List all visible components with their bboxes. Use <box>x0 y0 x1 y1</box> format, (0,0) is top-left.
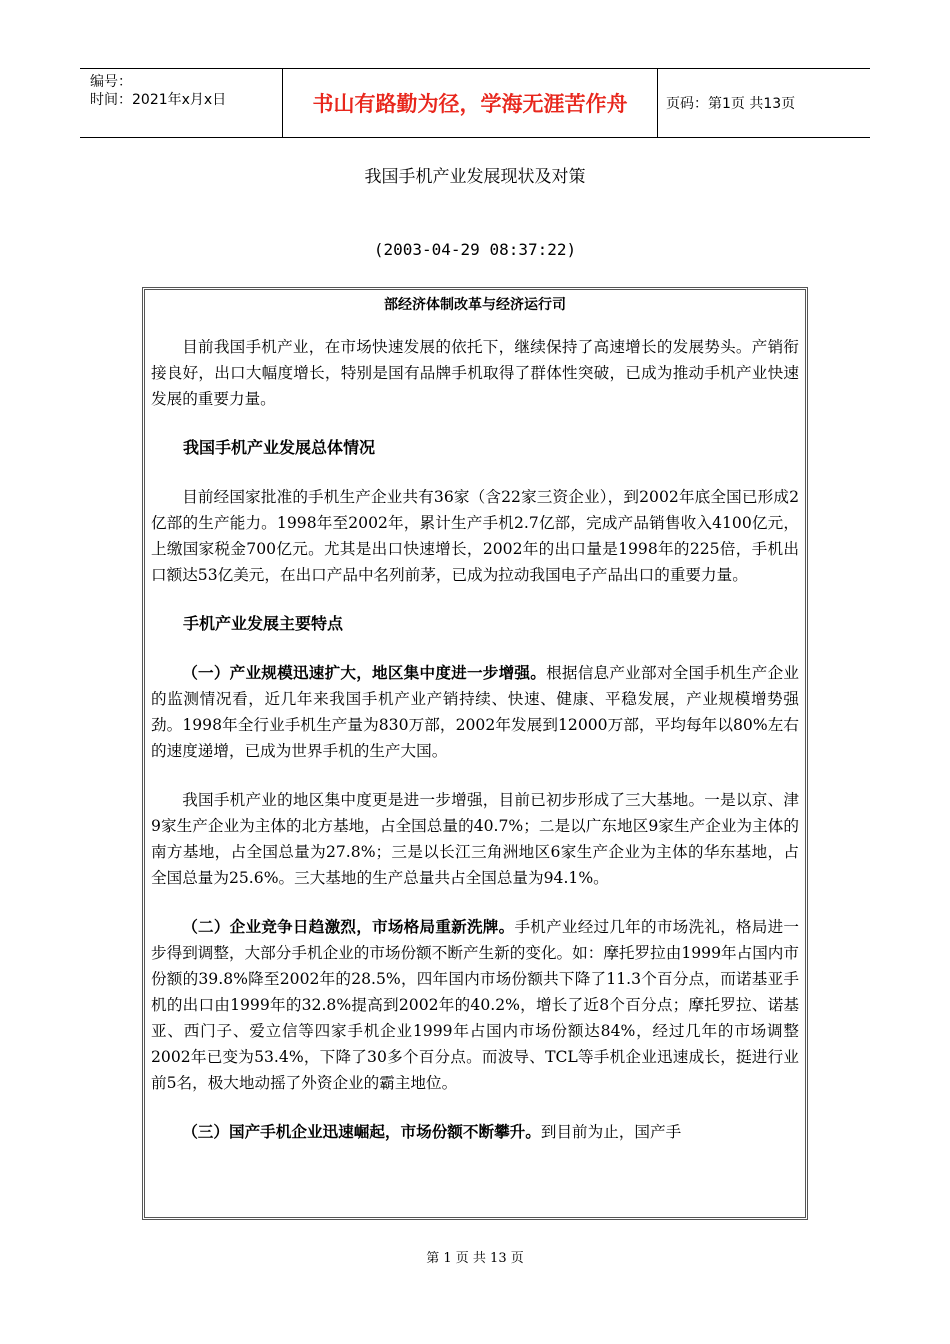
section-heading-overview: 我国手机产业发展总体情况 <box>183 438 376 457</box>
point1-paragraph-2: 我国手机产业的地区集中度更是进一步增强，目前已初步形成了三大基地。一是以京、津9家生产企业为主体的北方基地，占全国总量的40.7%；二是以广东地区9家生产企业为主体的南方基地，占全国总量为27.8%；三是以长江三角洲地区6家生产企业为主体的华东基地，占全国总量为25.6%。三大基地的生产总量共占全国总量为94.1%。 <box>151 791 799 887</box>
header-motto: 书山有路勤为径，学海无涯苦作舟 <box>282 69 658 137</box>
content-box <box>142 287 808 1220</box>
point3-lead: （三）国产手机企业迅速崛起，市场份额不断攀升。 <box>182 1123 541 1141</box>
time-label: 时间：2021年x月x日 <box>90 92 227 108</box>
page-footer: 第 1 页 共 13 页 <box>426 1251 524 1266</box>
header-page-info: 页码：第1页 共13页 <box>666 96 796 112</box>
point2-lead: （二）企业竞争日趋激烈，市场格局重新洗牌。 <box>182 918 515 936</box>
document-date: (2003-04-29 08:37:22) <box>373 240 577 259</box>
overview-paragraph: 目前经国家批准的手机生产企业共有36家（含22家三资企业），到2002年底全国已形成2亿部的生产能力。1998年至2002年，累计生产手机2.7亿部，完成产品销售收入4100亿元，上缴国家税金700亿元。尤其是出口快速增长，2002年的出口量是1998年的225倍，手机出口额达53亿美元，在出口产品中名列前茅，已成为拉动我国电子产品出口的重要力量。 <box>151 488 799 584</box>
serial-label: 编号： <box>90 74 132 90</box>
section-heading-features: 手机产业发展主要特点 <box>183 614 344 633</box>
point1-lead: （一）产业规模迅速扩大，地区集中度进一步增强。 <box>182 664 547 682</box>
point3-text: 到目前为止，国产手 <box>540 1123 682 1141</box>
point3-paragraph <box>151 1119 799 1145</box>
header-table <box>80 68 870 138</box>
point1-text: 根据信息产业部对全国手机生产企业的监测情况看，近几年来我国手机产业产销持续、快速、健康、平稳发展，产业规模增势强劲。1998年全行业手机生产量为830万部，2002年发展到12000万部，平均每年以80%左右的速度递增，已成为世界手机的生产大国。 <box>151 664 799 760</box>
point1-paragraph <box>151 660 799 764</box>
department-name: 部经济体制改革与经济运行司 <box>384 297 566 313</box>
document-title: 我国手机产业发展现状及对策 <box>364 167 586 187</box>
header-meta <box>80 69 282 137</box>
intro-paragraph: 目前我国手机产业，在市场快速发展的依托下，继续保持了高速增长的发展势头。产销衔接良好，出口大幅度增长，特别是国有品牌手机取得了群体性突破，已成为推动手机产业快速发展的重要力量。 <box>151 338 799 408</box>
point2-paragraph <box>151 914 799 1096</box>
point2-text: 手机产业经过几年的市场洗礼，格局进一步得到调整，大部分手机企业的市场份额不断产生新的变化。如：摩托罗拉由1999年占国内市份额的39.8%降至2002年的28.5%，四年国内市场份额共下降了11.3个百分点，而诺基亚手机的出口由1999年的32.8%提高到2002年的40.2%，增长了近8个百分点；摩托罗拉、诺基亚、西门子、爱立信等四家手机企业1999年占国内市场份额达84%，经过几年的市场调整2002年已变为53.4%，下降了30多个百分点。而波导、TCL等手机企业迅速成长，挺进行业前5名，极大地动摇了外资企业的霸主地位。 <box>151 918 799 1092</box>
